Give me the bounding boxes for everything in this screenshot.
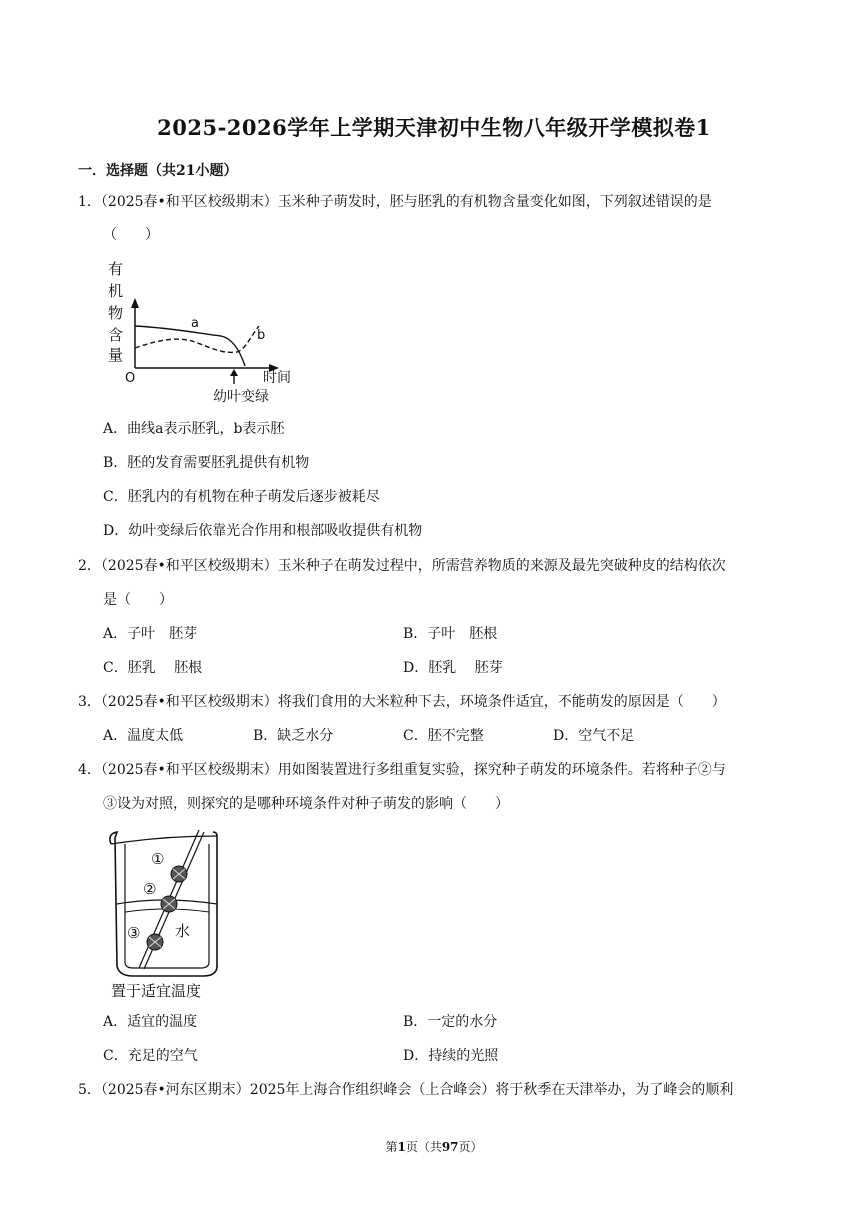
q3-option-c: C．胚不完整 [403,728,484,744]
seed-1-label: ① [151,850,165,868]
graph-xlabel: 时间 [263,370,291,386]
organic-content-graph [103,256,313,406]
q1-option-c: C．胚乳内的有机物在种子萌发后逐步被耗尽 [103,489,380,505]
question-3-text: 3．（2025春•和平区校级期末）将我们食用的大米粒种下去，环境条件适宜，不能萌发的原因是（ ） [78,694,726,710]
water-label: 水 [175,922,191,940]
graph-ylabel-2: 机 [108,282,124,300]
q3-option-b: B．缺乏水分 [253,728,334,744]
footer-prefix: 第 [385,1140,398,1154]
footer-suffix: 页） [458,1140,483,1154]
q4-option-c: C．充足的空气 [103,1048,198,1064]
footer-page-number: 1 [397,1140,406,1154]
q4-option-d: D．持续的光照 [403,1048,499,1064]
apparatus-caption: 置于适宜温度 [111,982,202,1000]
q3-option-a: A．温度太低 [103,728,184,744]
page-title: 2025-2026学年上学期天津初中生物八年级开学模拟卷1 [157,115,711,140]
marker-arrowhead [230,369,238,376]
q3-option-d: D．空气不足 [553,728,635,744]
seed-2-shape [161,896,177,912]
graph-ylabel-3: 物 [108,304,124,322]
seed-1-shape [171,866,187,882]
q2-option-a: A．子叶 胚芽 [103,626,198,642]
q1-option-b: B．胚的发育需要胚乳提供有机物 [103,455,310,471]
q1-option-d: D．幼叶变绿后依靠光合作用和根部吸收提供有机物 [103,523,423,539]
graph-origin: O [125,371,136,386]
question-4-text: 4．（2025春•和平区校级期末）用如图装置进行多组重复实验，探究种子萌发的环境条件。若将种子②与 [78,762,726,778]
seed-3-label: ③ [127,924,141,942]
footer-total-pages: 97 [441,1140,459,1154]
q4-option-a: A．适宜的温度 [103,1014,198,1030]
question-5-text: 5．（2025春•河东区期末）2025年上海合作组织峰会（上合峰会）将于秋季在天津举办，为了峰会的顺利 [78,1082,734,1098]
graph-ylabel-4: 含 [108,326,124,344]
q1-option-a: A．曲线a表示胚乳，b表示胚 [103,421,285,437]
q2-option-c: C．胚乳 胚根 [103,660,203,676]
beaker-apparatus [103,826,233,1001]
curve-b-label: b [257,328,266,343]
graph-ylabel-5: 量 [108,346,124,364]
graph-ylabel-1: 有 [108,260,124,278]
footer-mid: 页（共 [405,1140,442,1154]
page-footer [0,1138,868,1155]
section-heading: 一．选择题（共21小题） [78,163,238,179]
curve-a-label: a [191,316,199,331]
q4-option-b: B．一定的水分 [403,1014,498,1030]
question-4-text-2: ③设为对照，则探究的是哪种环境条件对种子萌发的影响（ ） [103,796,509,812]
q2-option-b: B．子叶 胚根 [403,626,498,642]
y-axis-arrowhead [131,298,139,308]
q2-option-d: D．胚乳 胚芽 [403,660,503,676]
graph-marker-label: 幼叶变绿 [213,389,269,405]
question-2-blank: 是（ ） [103,592,173,608]
question-1-blank: （ ） [103,227,159,243]
question-2-text: 2．（2025春•和平区校级期末）玉米种子在萌发过程中，所需营养物质的来源及最先突破种皮的结构依次 [78,558,726,574]
curve-a [135,326,245,366]
question-1-text: 1．（2025春•和平区校级期末）玉米种子萌发时，胚与胚乳的有机物含量变化如图，下列叙述错误的是 [78,194,712,210]
seed-3-shape [147,934,163,950]
seed-2-label: ② [143,880,157,898]
